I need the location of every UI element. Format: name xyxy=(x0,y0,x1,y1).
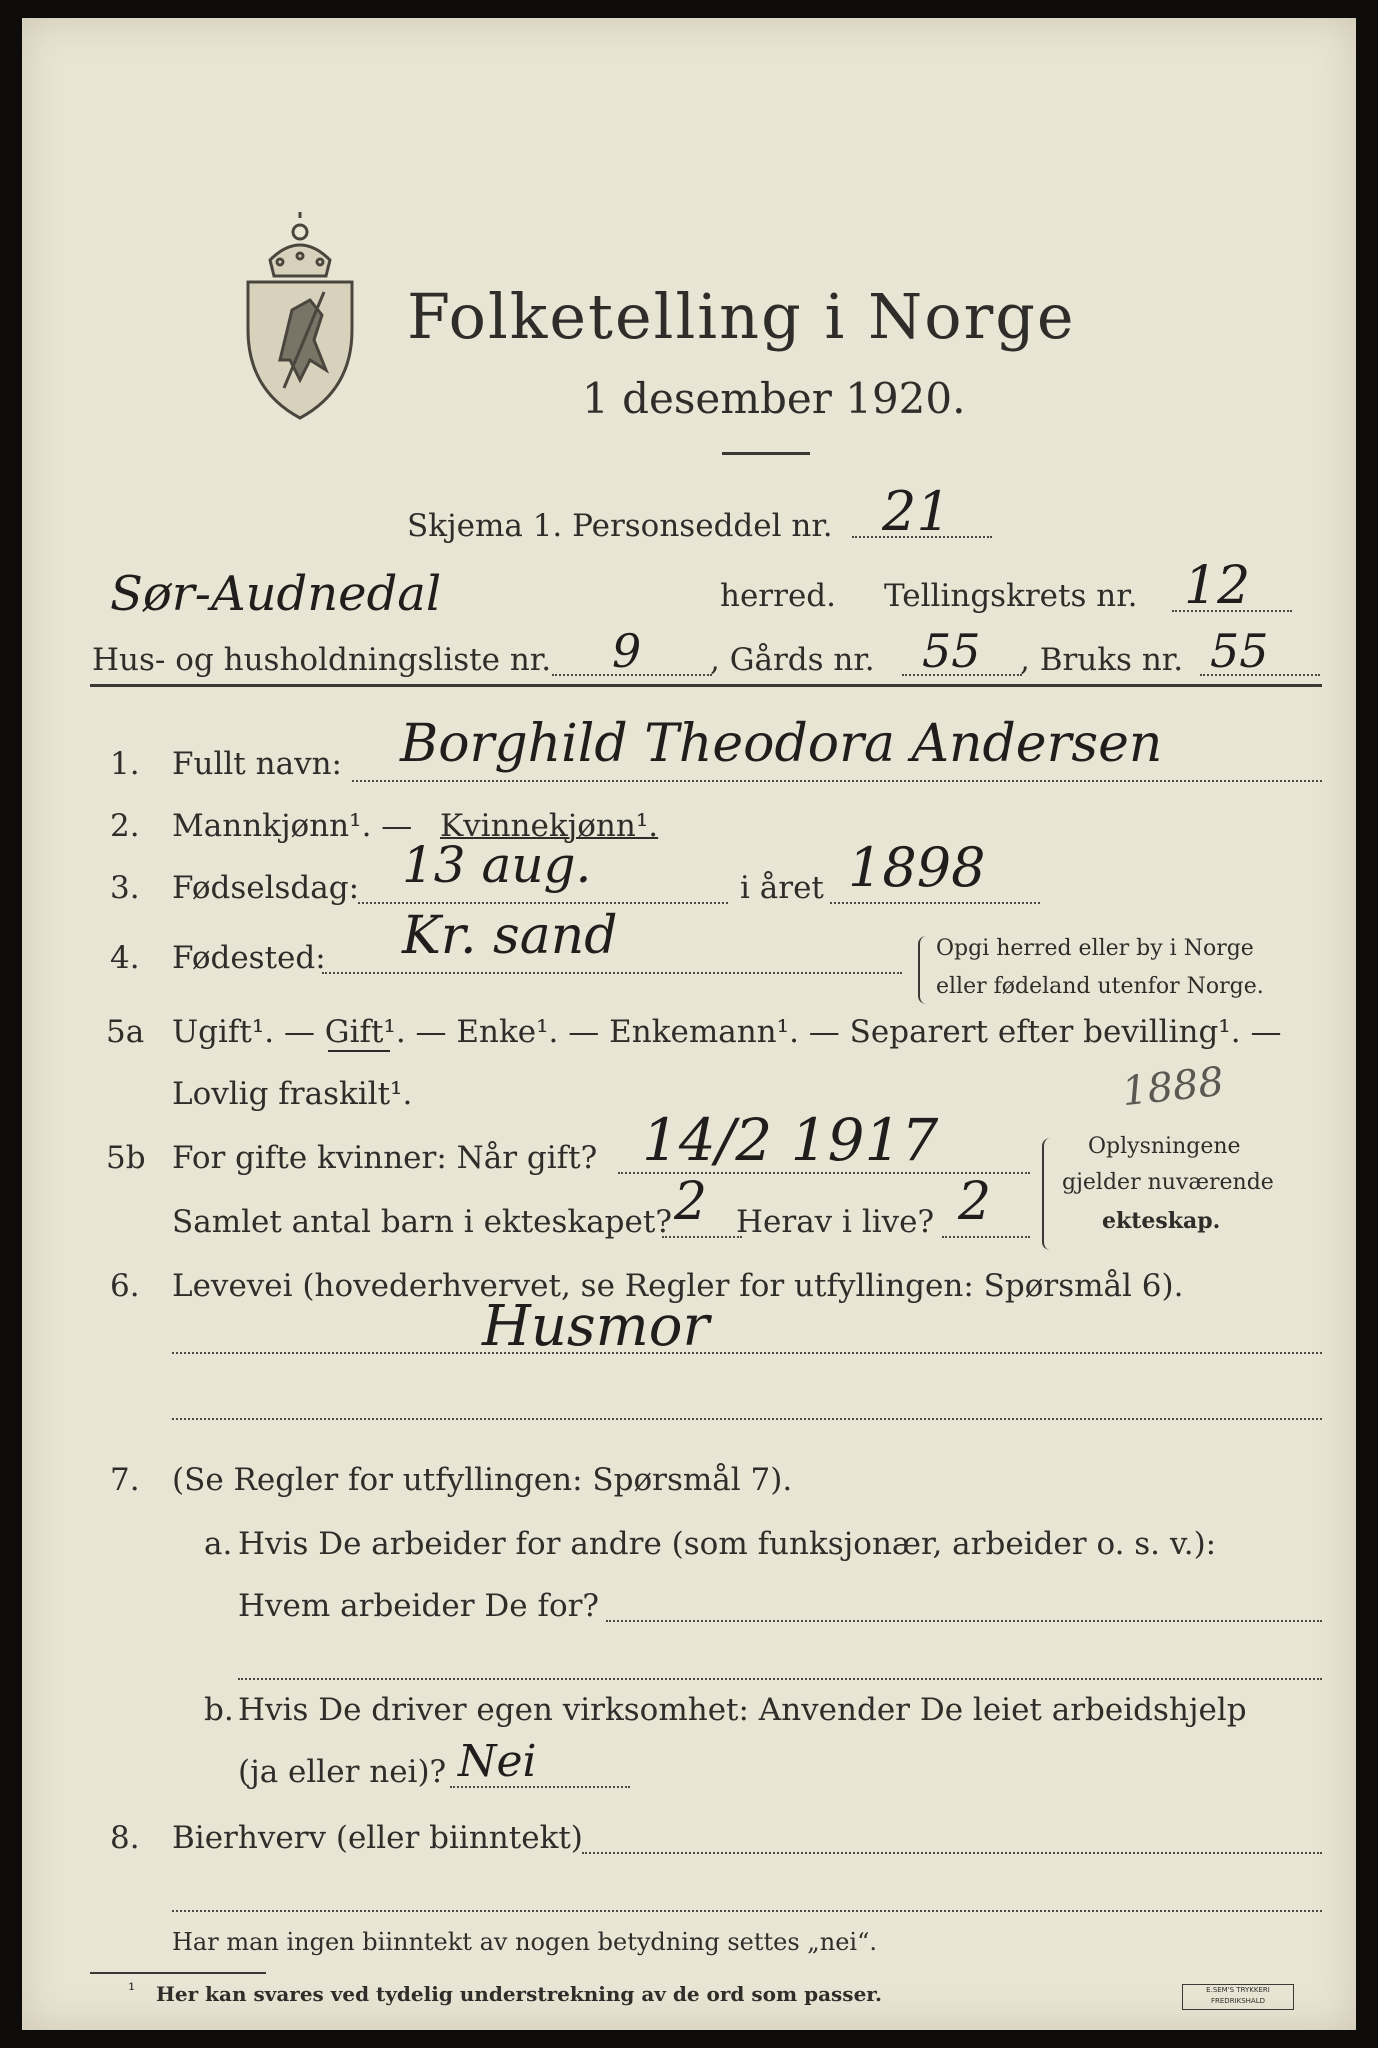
q2-number: 2. xyxy=(110,808,140,844)
full-name-value[interactable]: Borghild Theodora Andersen xyxy=(400,714,1163,774)
occupation-value[interactable]: Husmor xyxy=(482,1294,710,1359)
bruks-value[interactable]: 55 xyxy=(1210,624,1269,678)
q5b-children-line xyxy=(662,1236,742,1238)
gards-value[interactable]: 55 xyxy=(922,624,981,678)
q7-number: 7. xyxy=(110,1462,140,1498)
form-date: 1 desember 1920. xyxy=(582,374,966,423)
q3-year-line xyxy=(830,902,1040,904)
gift-underline xyxy=(328,1050,390,1052)
q7b-line-1: Hvis De driver egen virksomhet: Anvender De leiet arbeidshjelp xyxy=(238,1692,1247,1728)
q8-number: 8. xyxy=(110,1820,140,1856)
q5a-options[interactable]: Ugift¹. — Gift¹. — Enke¹. — Enkemann¹. — Separert efter bevilling¹. — xyxy=(172,1014,1282,1050)
q7b-line-2: (ja eller nei)? xyxy=(238,1754,447,1790)
herred-label: herred. xyxy=(720,578,836,614)
census-form xyxy=(22,18,1356,2030)
q6-label: Levevei (hovederhvervet, se Regler for utfyllingen: Spørsmål 6). xyxy=(172,1268,1184,1304)
q8-line[interactable] xyxy=(582,1852,1322,1854)
birth-day-value[interactable]: 13 aug. xyxy=(402,836,592,894)
married-date-value[interactable]: 14/2 1917 xyxy=(642,1106,939,1174)
q7a-line-2: Hvem arbeider De for? xyxy=(238,1588,600,1624)
personseddel-value[interactable]: 21 xyxy=(882,480,951,543)
q7a-letter: a. xyxy=(204,1526,233,1562)
q7a-line-field[interactable] xyxy=(606,1620,1322,1622)
q5b-note-2: gjelder nuværende xyxy=(1062,1170,1274,1195)
q6-line-2 xyxy=(172,1418,1322,1420)
q4-line xyxy=(322,972,902,974)
q5b-note-3: ekteskap. xyxy=(1102,1208,1221,1234)
q5a-options-2[interactable]: Lovlig fraskilt¹. xyxy=(172,1076,413,1112)
q4-note-2: eller fødeland utenfor Norge. xyxy=(936,974,1264,999)
q7-label: (Se Regler for utfyllingen: Spørsmål 7). xyxy=(172,1462,793,1498)
q5b-note-1: Oplysningene xyxy=(1088,1134,1241,1159)
herred-value[interactable]: Sør-Audnedal xyxy=(110,566,442,622)
hired-help-value[interactable]: Nei xyxy=(458,1736,537,1787)
q4-brace xyxy=(918,936,930,1004)
footnote-rule xyxy=(90,1972,266,1974)
q5b-alive-label: Herav i live? xyxy=(736,1204,935,1240)
q7a-line-1: Hvis De arbeider for andre (som funksjonær, arbeider o. s. v.): xyxy=(238,1526,1217,1562)
children-total-value[interactable]: 2 xyxy=(674,1172,708,1232)
form-title: Folketelling i Norge xyxy=(407,280,1076,353)
q3-day-line xyxy=(358,902,728,904)
husliste-label: Hus- og husholdningsliste nr. xyxy=(92,642,552,678)
tellingskrets-value[interactable]: 12 xyxy=(1184,556,1251,616)
q8-label: Bierhverv (eller biinntekt) xyxy=(172,1820,583,1856)
q5b-alive-line xyxy=(942,1236,1030,1238)
q7b-letter: b. xyxy=(204,1692,234,1728)
q4-note-1: Opgi herred eller by i Norge xyxy=(936,936,1254,961)
footnote-mark: ¹ xyxy=(128,1980,136,2001)
q5a-number: 5a xyxy=(106,1014,145,1050)
q3-label: Fødselsdag: xyxy=(172,870,360,906)
personseddel-label: Skjema 1. Personseddel nr. xyxy=(407,508,833,544)
birthplace-value[interactable]: Kr. sand xyxy=(402,906,618,966)
printer-mark: E.SEM'S TRYKKERI FREDRIKSHALD xyxy=(1182,1984,1294,2010)
title-divider xyxy=(722,452,810,455)
q5b-married-label: For gifte kvinner: Når gift? xyxy=(172,1140,598,1176)
q1-number: 1. xyxy=(110,746,140,782)
q5b-number: 5b xyxy=(106,1140,146,1176)
margin-note: 1888 xyxy=(1119,1058,1226,1116)
husliste-value[interactable]: 9 xyxy=(612,624,642,678)
q3-year-label: i året xyxy=(740,870,824,906)
footer-note: Har man ingen biinntekt av nogen betydning settes „nei“. xyxy=(172,1928,877,1956)
bruks-label: , Bruks nr. xyxy=(1020,642,1184,678)
header-rule xyxy=(90,684,1322,687)
children-alive-value[interactable]: 2 xyxy=(958,1172,992,1232)
footnote-text: Her kan svares ved tydelig understrekning av de ord som passer. xyxy=(156,1982,882,2006)
q3-number: 3. xyxy=(110,870,140,906)
q4-number: 4. xyxy=(110,940,140,976)
q2-female[interactable]: Kvinnekjønn¹. xyxy=(440,808,659,844)
tellingskrets-label: Tellingskrets nr. xyxy=(884,578,1138,614)
q5b-brace xyxy=(1042,1138,1054,1250)
q2-male[interactable]: Mannkjønn¹. — xyxy=(172,808,413,844)
q6-line-1 xyxy=(172,1352,1322,1354)
q1-line xyxy=(352,780,1322,782)
q5b-children-label: Samlet antal barn i ekteskapet? xyxy=(172,1204,672,1240)
gards-label: , Gårds nr. xyxy=(710,642,875,678)
q1-label: Fullt navn: xyxy=(172,746,342,782)
coat-of-arms-icon xyxy=(240,210,360,422)
q8-line-2[interactable] xyxy=(172,1910,1322,1912)
birth-year-value[interactable]: 1898 xyxy=(848,836,986,899)
q4-label: Fødested: xyxy=(172,940,326,976)
q6-number: 6. xyxy=(110,1268,140,1304)
q7a-line-field-2[interactable] xyxy=(238,1678,1322,1680)
